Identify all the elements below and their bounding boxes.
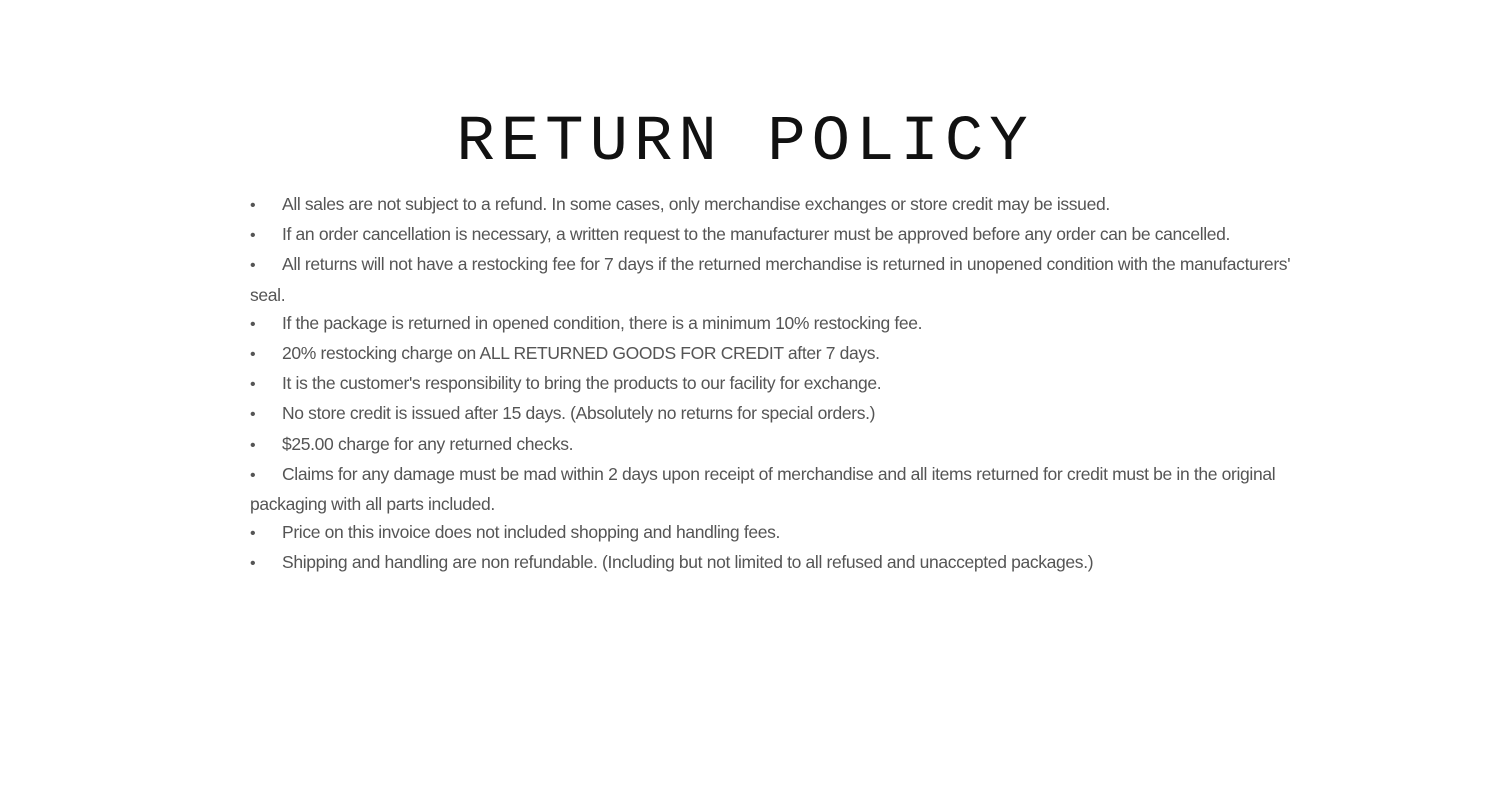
bullet-icon: • — [250, 555, 256, 573]
policy-item-text: Claims for any damage must be mad within 2 days upon receipt of merchandise and all items returned for credit must be in the original packaging with all parts included. — [250, 463, 1276, 515]
policy-item-text: All sales are not subject to a refund. In some cases, only merchandise exchanges or store credit may be issued. — [282, 194, 1110, 214]
bullet-icon: • — [250, 346, 256, 364]
policy-item-10 — [250, 518, 1300, 548]
policy-item-text: 20% restocking charge on ALL RETURNED GOODS FOR CREDIT after 7 days. — [282, 343, 880, 364]
policy-item-text: All returns will not have a restocking fee for 7 days if the returned merchandise is returned in unopened condition with the manufacturers' seal. — [250, 254, 1291, 305]
policy-item-11 — [250, 548, 1300, 578]
policy-item-text: $25.00 charge for any returned checks. — [282, 433, 574, 454]
bullet-icon: • — [250, 436, 256, 454]
bullet-icon: • — [250, 197, 256, 214]
bullet-icon: • — [250, 406, 256, 424]
bullet-icon: • — [250, 466, 256, 484]
policy-item-5 — [250, 339, 1300, 369]
policy-item-1 — [250, 190, 1300, 220]
bullet-icon: • — [250, 257, 256, 275]
policy-item-3 — [250, 250, 1300, 308]
policy-item-2 — [250, 220, 1300, 250]
bullet-icon: • — [250, 376, 256, 394]
policy-item-text: Price on this invoice does not included shopping and handling fees. — [282, 522, 781, 543]
page-title: RETURN POLICY — [456, 107, 1034, 179]
bullet-icon: • — [250, 227, 256, 245]
policy-item-text: If an order cancellation is necessary, a written request to the manufacturer must be approved before any order can be cancelled. — [282, 224, 1231, 245]
policy-item-8 — [250, 430, 1300, 460]
policy-item-text: No store credit is issued after 15 days. (Absolutely no returns for special orders.) — [282, 403, 876, 424]
bullet-icon: • — [250, 315, 256, 333]
policy-item-text: It is the customer's responsibility to bring the products to our facility for exchange. — [282, 373, 882, 394]
policy-item-text: Shipping and handling are non refundable. (Including but not limited to all refused and unaccepted packages.) — [282, 552, 1094, 573]
bullet-icon: • — [250, 525, 256, 543]
policy-item-text: If the package is returned in opened condition, there is a minimum 10% restocking fee. — [282, 312, 923, 333]
policy-item-6 — [250, 369, 1300, 399]
policy-item-7 — [250, 399, 1300, 429]
policy-item-4 — [250, 309, 1300, 339]
policy-item-9 — [250, 460, 1300, 518]
policy-list — [250, 190, 1300, 579]
